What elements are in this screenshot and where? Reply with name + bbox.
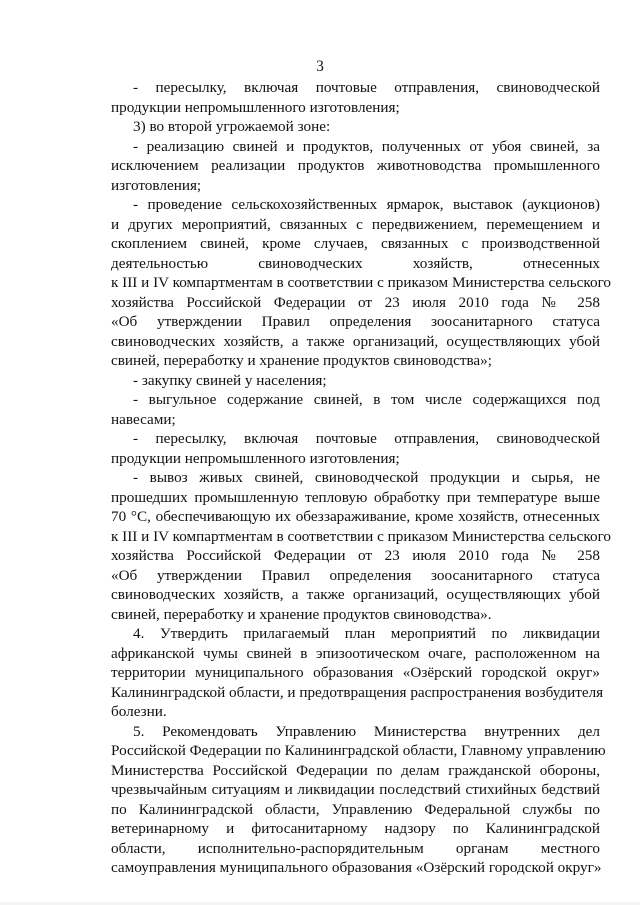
text-line: африканской чумы свиней в эпизоотическом очаге, расположенном на [111, 644, 600, 662]
text-line: свиноводческих хозяйств, а также организаций, осуществляющих убой [111, 332, 600, 350]
text-line: свиней, переработку и хранение продуктов свиноводства». [111, 605, 492, 623]
text-line: «Об утверждении Правил определения зоосанитарного статуса [111, 313, 600, 330]
text-line: - вывоз живых свиней, свиноводческой продукции и сырья, не [133, 469, 600, 486]
text-line: к III и IV компартментам в соответствии с приказом Министерства сельского [111, 274, 612, 291]
text-line: ветеринарному и фитосанитарному надзору по Калининградской [111, 820, 600, 837]
text-line: 4. Утвердить прилагаемый план мероприятий по ликвидации [133, 625, 600, 642]
page-number: 3 [316, 58, 324, 75]
text-line: чрезвычайным ситуациям и ликвидации последствий стихийных бедствий [111, 781, 600, 798]
document-body [111, 78, 612, 878]
text-line: Калининградской области, и предотвращения распространения возбудителя [111, 683, 604, 701]
text-line: к III и IV компартментам в соответствии с приказом Министерства сельского [111, 527, 612, 545]
text-line: 5. Рекомендовать Управлению Министерства внутренних дел [133, 722, 600, 740]
text-line: изготовления; [111, 176, 202, 194]
text-line: - пересылку, включая почтовые отправления, свиноводческой [133, 79, 600, 96]
text-line: - пересылку, включая почтовые отправления, свиноводческой [133, 430, 600, 447]
text-line: свиней, переработку и хранение продуктов свиноводства»; [111, 352, 492, 369]
text-line: болезни. [111, 703, 167, 720]
text-line: территории муниципального образования «Озёрский городской округ» [111, 664, 600, 681]
text-line: хозяйства Российской Федерации от 23 июля 2010 года № 258 [111, 293, 600, 311]
text-line: хозяйства Российской Федерации от 23 июля 2010 года № 258 [111, 547, 600, 564]
text-line: «Об утверждении Правил определения зоосанитарного статуса [111, 566, 600, 584]
text-line: навесами; [111, 410, 176, 428]
text-line: продукции непромышленного изготовления; [111, 98, 400, 116]
text-line: области, исполнительно-распорядительным органам местного [111, 839, 600, 857]
text-line: и других мероприятий, связанных с передвижением, перемещением и [111, 215, 600, 233]
text-line: - выгульное содержание свиней, в том числе содержащихся под [133, 391, 600, 408]
text-line: продукции непромышленного изготовления; [111, 449, 400, 467]
text-line: прошедших промышленную тепловую обработку при температуре выше [111, 488, 600, 506]
text-line: - закупку свиней у населения; [133, 371, 327, 389]
text-line: Министерства Российской Федерации по делам гражданской обороны, [111, 761, 600, 779]
text-line: - реализацию свиней и продуктов, полученных от убоя свиней, за [133, 137, 600, 155]
text-line: 70 °С, обеспечивающую их обеззараживание, кроме хозяйств, отнесенных [111, 508, 600, 525]
text-line: скоплением свиней, кроме случаев, связанных с производственной [111, 235, 600, 252]
text-line: 3) во второй угрожаемой зоне: [133, 118, 331, 135]
text-line: самоуправления муниципального образования «Озёрский городской округ» [111, 859, 602, 876]
text-line: свиноводческих хозяйств, а также организаций, осуществляющих убой [111, 586, 600, 603]
text-line: Российской Федерации по Калининградской области, Главному управлению [111, 742, 606, 759]
text-line: - проведение сельскохозяйственных ярмарок, выставок (аукционов) [133, 196, 600, 213]
text-line: деятельностью свиноводческих хозяйств, отнесенных [111, 254, 600, 272]
text-line: исключением реализации продуктов животноводства промышленного [111, 157, 600, 174]
text-line: по Калининградской области, Управлению Федеральной службы по [111, 800, 600, 818]
